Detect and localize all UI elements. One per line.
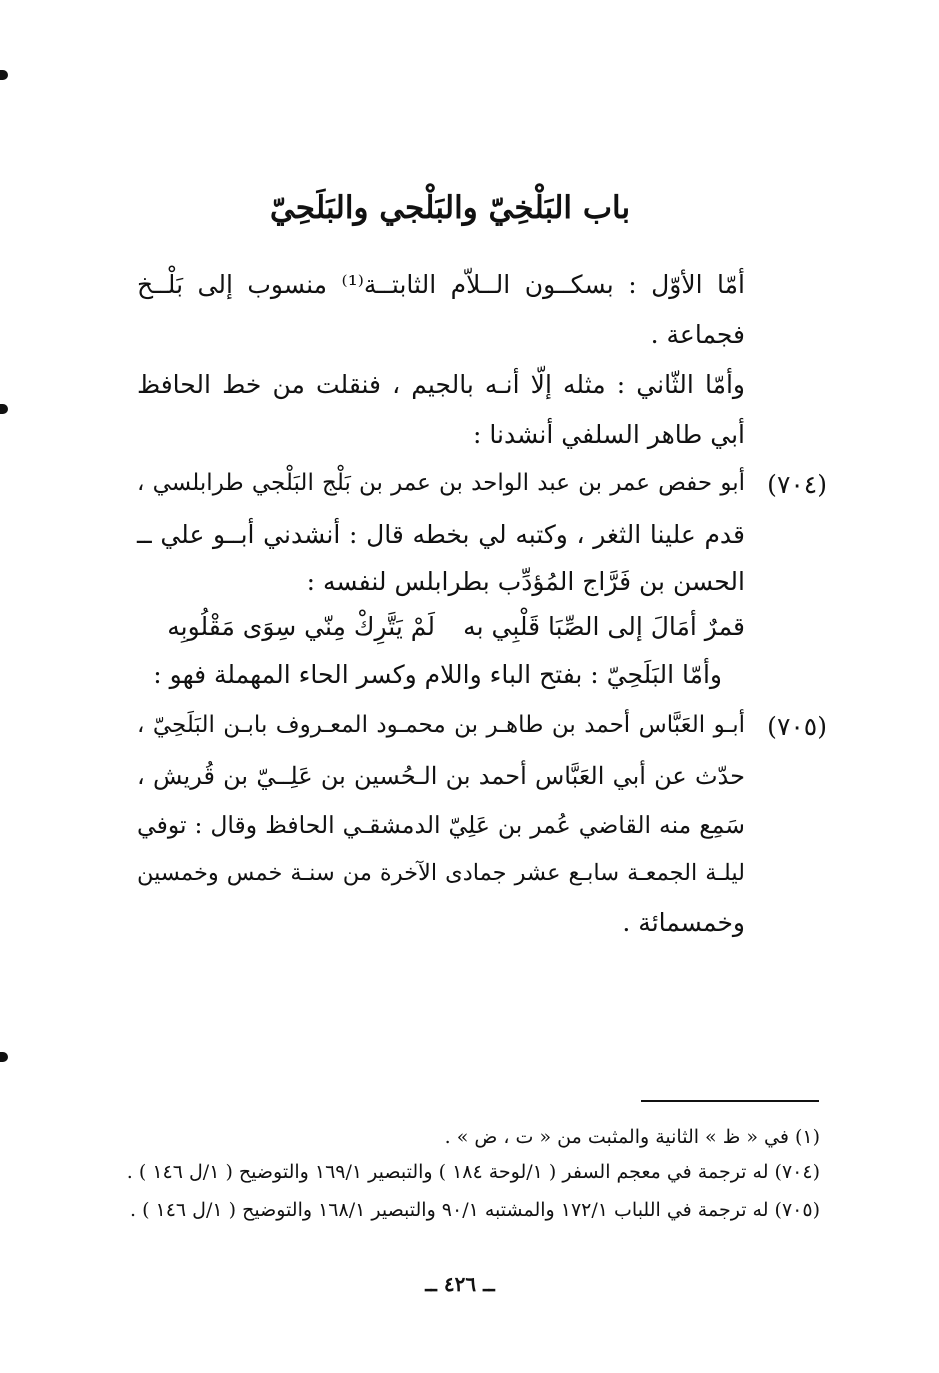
para2-line2: أبي طاهر السلفي أنشدنا : (473, 420, 745, 449)
scan-edge-mark (0, 1052, 8, 1062)
entry-704-number: (٧٠٤) (767, 470, 827, 499)
entry-705-line4: ليلـة الجمعـة سابـع عشر جمادى الآخرة من سنـة خمس وخمسين (137, 860, 745, 886)
footnote-1: (١) في « ظ » الثانية والمثبت من « ت ، ض » . (444, 1126, 820, 1148)
footnote-705: (٧٠٥) له ترجمة في اللباب ١٧٢/١ والمشتبه ٩٠/١ والتبصير ١٦٨/١ والتوضيح ( ١/ل ١٤٦ ) . (129, 1199, 820, 1221)
verse-second-hemistich: لَمْ يَتَّرِكْ مِنّي سِوَى مَقْلُوبِه (167, 612, 435, 641)
para1-line1: أمّا الأوّل : بسكــون الــلاّم الثابتــة⁽¹⁾ منسوب إلى بَلْــخ (137, 270, 745, 299)
entry-705-number: (٧٠٥) (767, 712, 827, 741)
entry-705-line1: أبـو العَبَّاس أحمد بن طاهـر بن محمـود المعـروف بابـن البَلَحِيّ ، (137, 712, 745, 738)
para2-line1: وأمّا الثّاني : مثله إلّا أنـه بالجيم ، فنقلت من خط الحافظ (137, 370, 745, 399)
page-number: ــ ٤٢٦ ــ (425, 1272, 495, 1296)
entry-705-line2: حدّث عن أبي العَبَّاس أحمد بن الـحُسين بن عَلِــيّ بن قُريش ، (137, 762, 745, 790)
para1-line2: فجماعة . (650, 320, 745, 349)
entry-704-line2: قدم علينا الثغر ، وكتبه لي بخطه قال : أنشدني أبــو علي ــ (137, 520, 745, 549)
entry-704-line3: الحسن بن فَرَّاج المُؤدِّب بطرابلس لنفسه : (306, 567, 745, 596)
scan-edge-mark (0, 404, 8, 414)
entry-705-line3: سَمِع منه القاضي عُمر بن عَلِيّ الدمشقـي الحافظ وقال : توفي (137, 811, 745, 839)
scan-edge-mark (0, 70, 8, 80)
para3-line1: وأمّا البَلَحِيّ : بفتح الباء واللام وكسر الحاء المهملة فهو : (153, 660, 722, 689)
verse-first-hemistich: قمرٌ أمَالَ إلى الصِّبَا قَلْبِي به (463, 612, 745, 641)
entry-704-line1: أبو حفص عمر بن عبد الواحد بن عمر بن بَلْج البَلْجي طرابلسي ، (137, 470, 745, 496)
entry-705-line5: وخمسمائة . (622, 908, 745, 937)
footnote-704: (٧٠٤) له ترجمة في معجم السفر ( ١/لوحة ١٨٤ ) والتبصير ١٦٩/١ والتوضيح ( ١/ل ١٤٦ ) . (126, 1161, 820, 1183)
footnote-separator (641, 1100, 819, 1102)
section-heading: باب البَلْخِيّ والبَلْجي والبَلَحِيّ (269, 190, 631, 226)
